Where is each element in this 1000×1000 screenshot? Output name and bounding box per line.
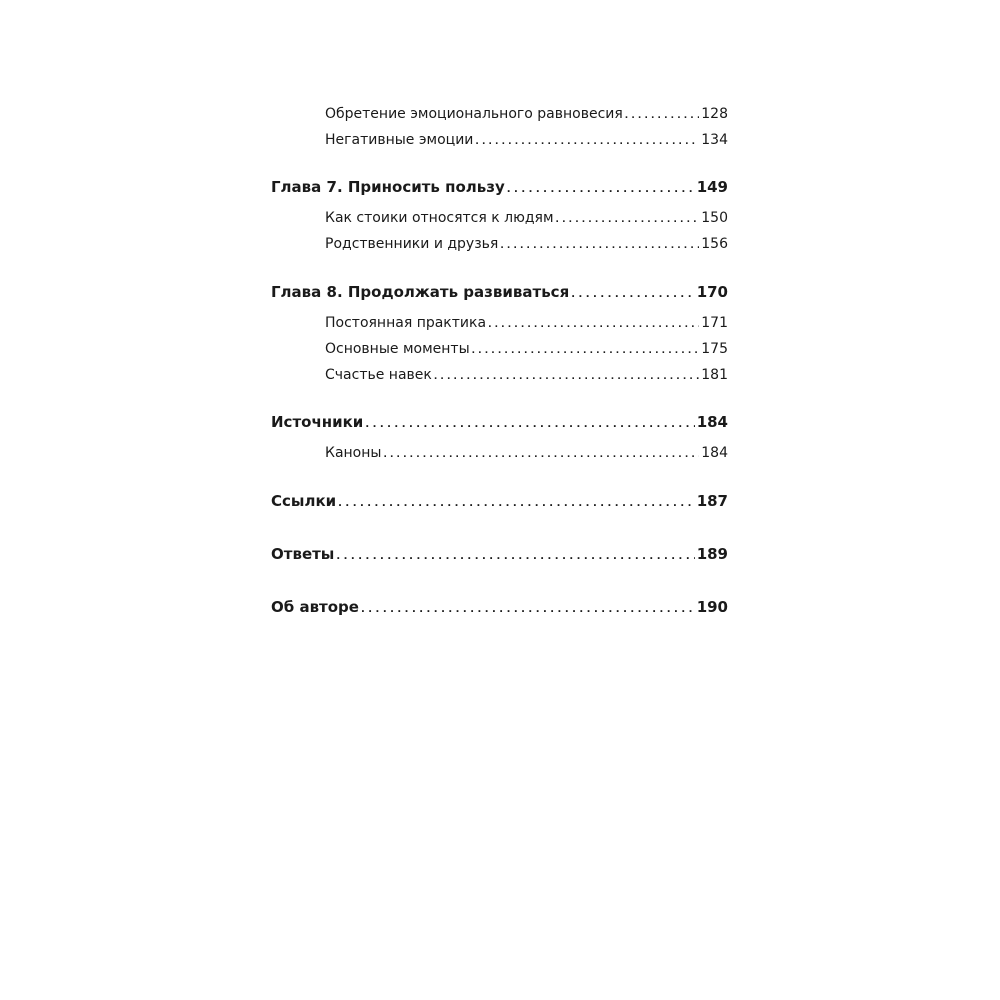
toc-entry-page: 175 xyxy=(701,341,728,357)
toc-chapter-title: Глава 7. Приносить пользу xyxy=(271,178,505,196)
toc-dot-leader xyxy=(472,341,700,357)
toc-dot-leader xyxy=(500,236,699,252)
toc-entry-title: Обретение эмоционального равновесия xyxy=(325,106,623,122)
toc-chapter-page: 189 xyxy=(696,545,728,563)
toc-chapter-answers xyxy=(271,545,728,563)
toc-entry-page: 184 xyxy=(701,445,728,461)
toc-entry-title: Счастье навек xyxy=(325,367,432,383)
toc-entry-page: 181 xyxy=(701,367,728,383)
toc-chapter-page: 184 xyxy=(696,413,728,431)
toc-dot-leader xyxy=(488,315,699,331)
toc-entry-title: Родственники и друзья xyxy=(325,236,499,252)
toc-entry-relatives-friends xyxy=(325,236,728,252)
toc-chapter-title: Глава 8. Продолжать развиваться xyxy=(271,283,570,301)
toc-chapter-page: 190 xyxy=(696,598,728,616)
toc-dot-leader xyxy=(475,132,699,148)
toc-chapter-about-author xyxy=(271,598,728,616)
toc-dot-leader xyxy=(625,106,699,122)
toc-entry-page: 150 xyxy=(701,210,728,226)
toc-entry-title: Постоянная практика xyxy=(325,315,487,331)
toc-dot-leader xyxy=(361,598,695,616)
toc-entry-stoics-people xyxy=(325,210,728,226)
toc-dot-leader xyxy=(338,492,695,510)
toc-dot-leader xyxy=(507,178,695,196)
toc-chapter-sources xyxy=(271,413,728,431)
toc-dot-leader xyxy=(571,283,694,301)
toc-entry-page: 156 xyxy=(701,236,728,252)
toc-chapter-title: Ответы xyxy=(271,545,335,563)
toc-entry-page: 134 xyxy=(701,132,728,148)
toc-chapter-title: Об авторе xyxy=(271,598,359,616)
toc-chapter-page: 149 xyxy=(696,178,728,196)
toc-entry-key-points xyxy=(325,341,728,357)
toc-dot-leader xyxy=(556,210,700,226)
toc-entry-negative-emotions xyxy=(325,132,728,148)
toc-entry-page: 128 xyxy=(701,106,728,122)
toc-chapter-8 xyxy=(271,283,728,301)
toc-entry-happiness-forever xyxy=(325,367,728,383)
toc-entry-title: Каноны xyxy=(325,445,382,461)
toc-dot-leader xyxy=(336,545,694,563)
toc-entry-title: Основные моменты xyxy=(325,341,470,357)
toc-entry-title: Как стоики относятся к людям xyxy=(325,210,554,226)
toc-entry-title: Негативные эмоции xyxy=(325,132,474,148)
toc-chapter-title: Источники xyxy=(271,413,364,431)
toc-chapter-title: Ссылки xyxy=(271,492,337,510)
toc-chapter-links xyxy=(271,492,728,510)
toc-entry-page: 171 xyxy=(701,315,728,331)
toc-dot-leader xyxy=(383,445,699,461)
toc-chapter-7 xyxy=(271,178,728,196)
toc-dot-leader xyxy=(434,367,699,383)
toc-dot-leader xyxy=(365,413,694,431)
toc-chapter-page: 170 xyxy=(696,283,728,301)
toc-entry-canons xyxy=(325,445,728,461)
toc-chapter-page: 187 xyxy=(696,492,728,510)
toc-entry-constant-practice xyxy=(325,315,728,331)
toc-entry-emotional-balance xyxy=(325,106,728,122)
